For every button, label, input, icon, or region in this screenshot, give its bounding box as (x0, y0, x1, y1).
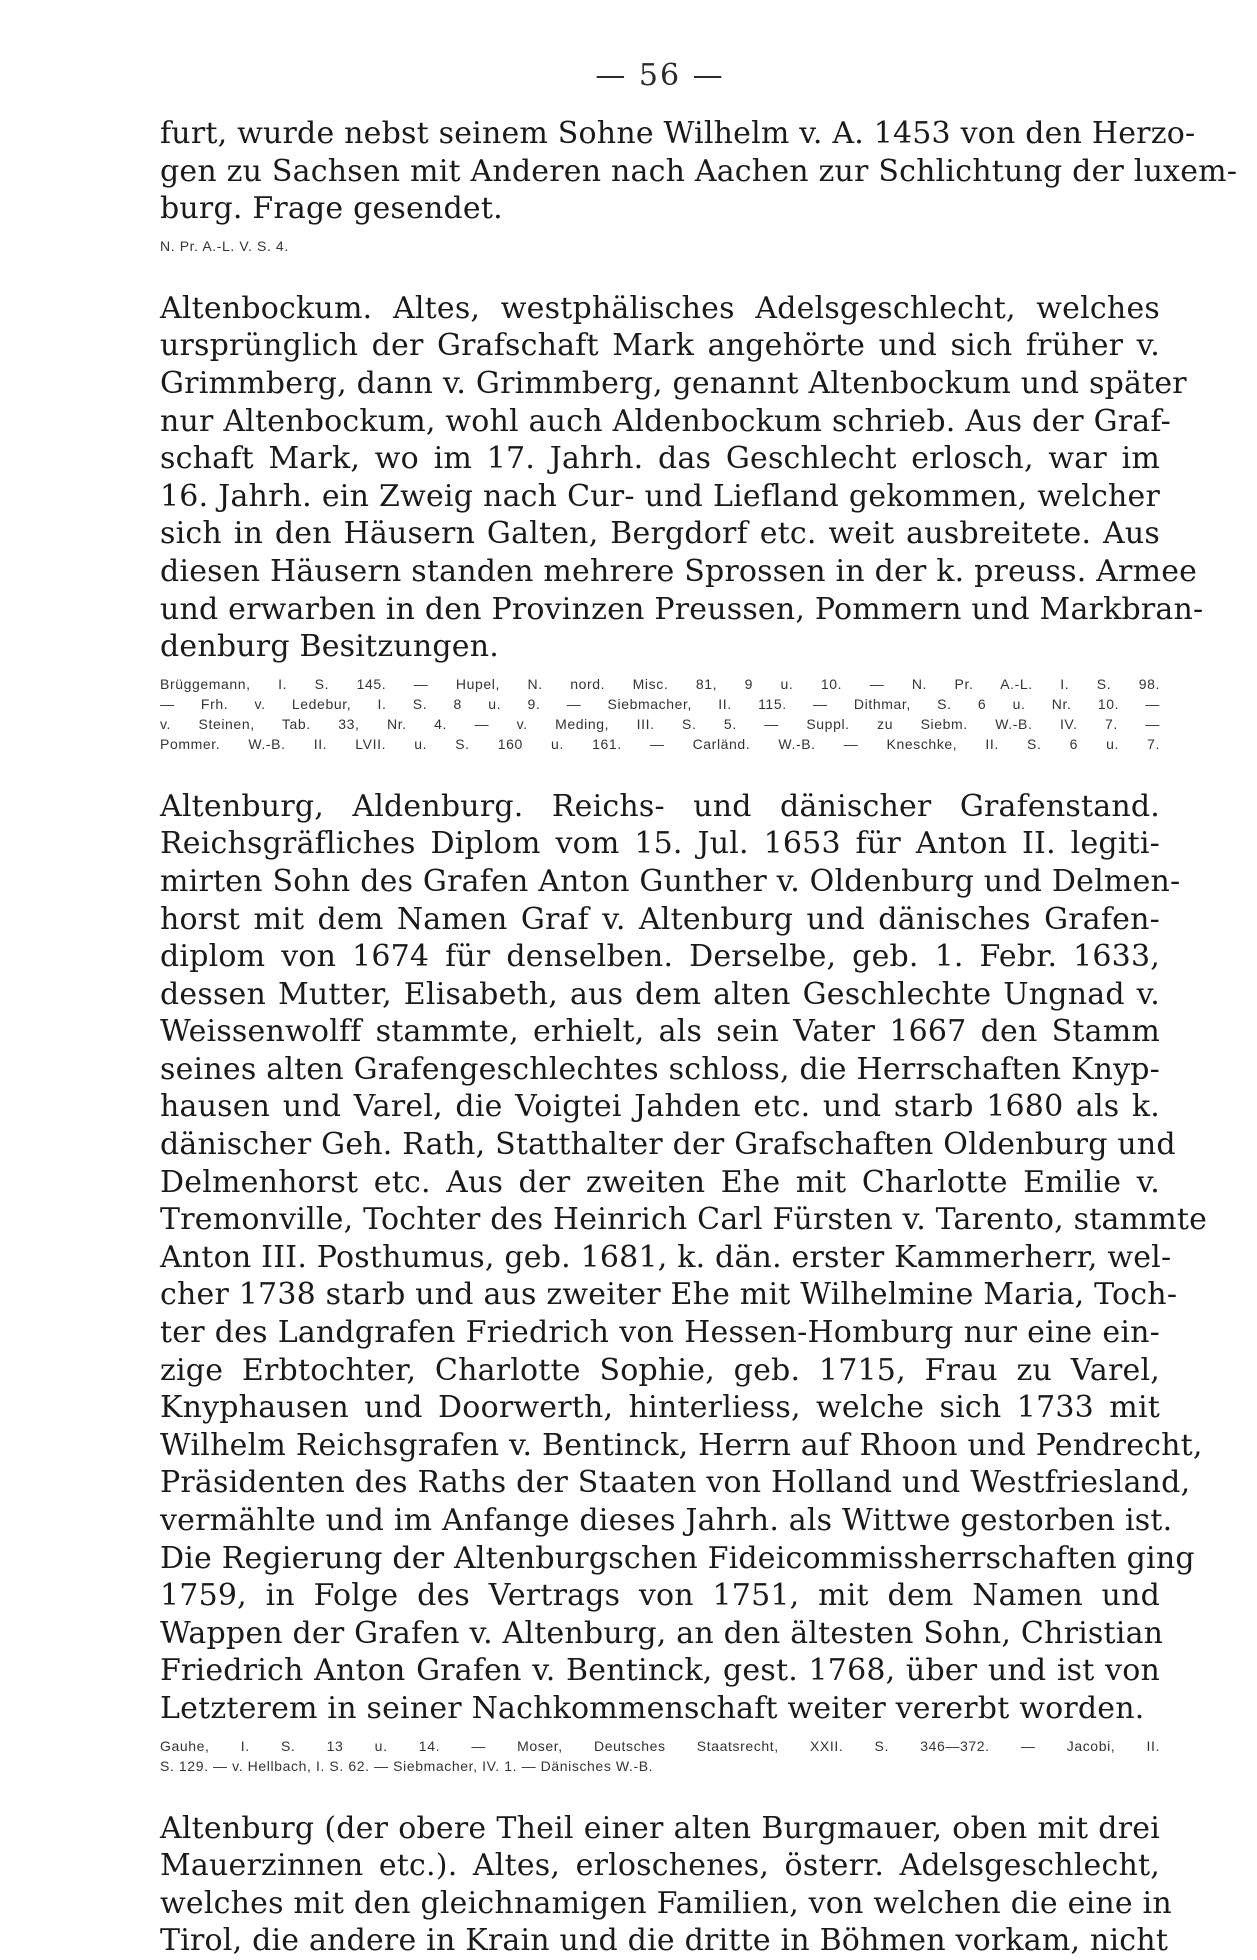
text-line: dessen Mutter, Elisabeth, aus dem alten Geschlechte Ungnad v. (160, 976, 1160, 1012)
text-line: Wilhelm Reichsgrafen v. Bentinck, Herrn auf Rhoon und Pendrecht, (160, 1427, 1203, 1463)
text-line: vermählte und im Anfange dieses Jahrh. als Wittwe gestorben ist. (160, 1503, 1173, 1538)
text-line: hausen und Varel, die Voigtei Jahden etc. und starb 1680 als k. (160, 1089, 1160, 1125)
text-line: nur Altenbockum, wohl auch Aldenbockum schrieb. Aus der Graf- (160, 403, 1171, 439)
text-line: Reichsgräfliches Diplom vom 15. Jul. 1653 für Anton II. legiti- (160, 826, 1160, 862)
text-line: Präsidenten des Raths der Staaten von Holland und Westfriesland, (160, 1465, 1191, 1501)
text-line: Die Regierung der Altenburgschen Fideicommissherrschaften ging (160, 1540, 1195, 1576)
entry-heading-line: Altenburg, Aldenburg. Reichs- und dänischer Grafenstand. (160, 788, 1160, 824)
text-line: cher 1738 starb und aus zweiter Ehe mit Wilhelmine Maria, Toch- (160, 1277, 1178, 1313)
source-reference: N. Pr. A.-L. V. S. 4. (160, 237, 289, 254)
page-number: — 56 — (595, 58, 725, 93)
intro-paragraph (160, 115, 1238, 228)
text-line: Friedrich Anton Grafen v. Bentinck, gest. 1768, über und ist von (160, 1653, 1160, 1689)
text-line: Grimmberg, dann v. Grimmberg, genannt Altenbockum und später (160, 365, 1187, 401)
text-line: und erwarben in den Provinzen Preussen, Pommern und Markbran- (160, 591, 1204, 627)
text-line: furt, wurde nebst seinem Sohne Wilhelm v. A. 1453 von den Herzo- (160, 116, 1196, 151)
text-line: diesen Häusern standen mehrere Sprossen in der k. preuss. Armee (160, 553, 1198, 589)
text-line: Wappen der Grafen v. Altenburg, an den ältesten Sohn, Christian (160, 1615, 1164, 1651)
text-line: ursprünglich der Grafschaft Mark angehörte und sich früher v. (160, 328, 1160, 364)
source-line: v. Steinen, Tab. 33, Nr. 4. — v. Meding, III. S. 5. — Suppl. zu Siebm. W.-B. IV. 7. — (160, 715, 1160, 732)
source-line: Brüggemann, I. S. 145. — Hupel, N. nord. Misc. 81, 9 u. 10. — N. Pr. A.-L. I. S. 98. (160, 675, 1160, 692)
text-line: Mauerzinnen etc.). Altes, erloschenes, österr. Adelsgeschlecht, (160, 1848, 1160, 1884)
text-line: Delmenhorst etc. Aus der zweiten Ehe mit Charlotte Emilie v. (160, 1164, 1160, 1200)
text-line: welches mit den gleichnamigen Familien, von welchen die eine in (160, 1885, 1172, 1921)
text-line: dänischer Geh. Rath, Statthalter der Grafschaften Oldenburg und (160, 1127, 1176, 1163)
text-line: horst mit dem Namen Graf v. Altenburg und dänisches Grafen- (160, 901, 1160, 937)
text-line: Tremonville, Tochter des Heinrich Carl Fürsten v. Tarento, stammte (160, 1202, 1208, 1238)
text-line: 16. Jahrh. ein Zweig nach Cur- und Liefland gekommen, welcher (160, 478, 1160, 514)
text-line: Tirol, die andere in Krain und die dritte in Böhmen vorkam, nicht (160, 1923, 1169, 1959)
book-page (160, 58, 1238, 1960)
text-line: seines alten Grafengeschlechtes schloss, die Herrschaften Knyp- (160, 1051, 1160, 1087)
text-line: mirten Sohn des Grafen Anton Gunther v. Oldenburg und Delmen- (160, 863, 1181, 899)
text-line: diplom von 1674 für denselben. Derselbe, geb. 1. Febr. 1633, (160, 939, 1160, 975)
text-line: Weissenwolff stammte, erhielt, als sein Vater 1667 den Stamm (160, 1014, 1160, 1050)
entry-heading-line: Altenbockum. Altes, westphälisches Adelsgeschlecht, welches (160, 290, 1160, 326)
text-line: Anton III. Posthumus, geb. 1681, k. dän. erster Kammerherr, wel- (160, 1239, 1172, 1275)
source-line: Gauhe, I. S. 13 u. 14. — Moser, Deutsches Staatsrecht, XXII. S. 346—372. — Jacobi, II. (160, 1737, 1160, 1754)
entry-altenbockum (160, 290, 1204, 754)
text-line: ter des Landgrafen Friedrich von Hessen-Homburg nur eine ein- (160, 1315, 1160, 1351)
text-line: burg. Frage gesendet. (160, 191, 503, 227)
entry-altenburg-austria (160, 1810, 1172, 1960)
text-line: Knyphausen und Doorwerth, hinterliess, welche sich 1733 mit (160, 1390, 1160, 1426)
source-references (160, 1736, 1160, 1776)
text-line: sich in den Häusern Galten, Bergdorf etc. weit ausbreitete. Aus (160, 516, 1160, 552)
text-line: schaft Mark, wo im 17. Jahrh. das Geschlecht erlosch, war im (160, 441, 1160, 477)
text-line: zige Erbtochter, Charlotte Sophie, geb. 1715, Frau zu Varel, (160, 1352, 1160, 1388)
source-references (160, 674, 1160, 754)
entry-altenburg-aldenburg (160, 788, 1208, 1776)
source-line: Pommer. W.-B. II. LVII. u. S. 160 u. 161. — Carländ. W.-B. — Kneschke, II. S. 6 u. 7. (160, 735, 1160, 752)
source-line: S. 129. — v. Hellbach, I. S. 62. — Siebmacher, IV. 1. — Dänisches W.-B. (160, 1757, 654, 1774)
source-line: — Frh. v. Ledebur, I. S. 8 u. 9. — Siebmacher, II. 115. — Dithmar, S. 6 u. Nr. 10. — (160, 695, 1160, 712)
text-line: 1759, in Folge des Vertrags von 1751, mit dem Namen und (160, 1578, 1160, 1614)
text-line: gen zu Sachsen mit Anderen nach Aachen zur Schlichtung der luxem- (160, 153, 1238, 189)
text-line: Letzterem in seiner Nachkommenschaft weiter vererbt worden. (160, 1690, 1145, 1726)
entry-heading-line: Altenburg (der obere Theil einer alten Burgmauer, oben mit drei (160, 1810, 1160, 1846)
text-line: denburg Besitzungen. (160, 629, 499, 665)
